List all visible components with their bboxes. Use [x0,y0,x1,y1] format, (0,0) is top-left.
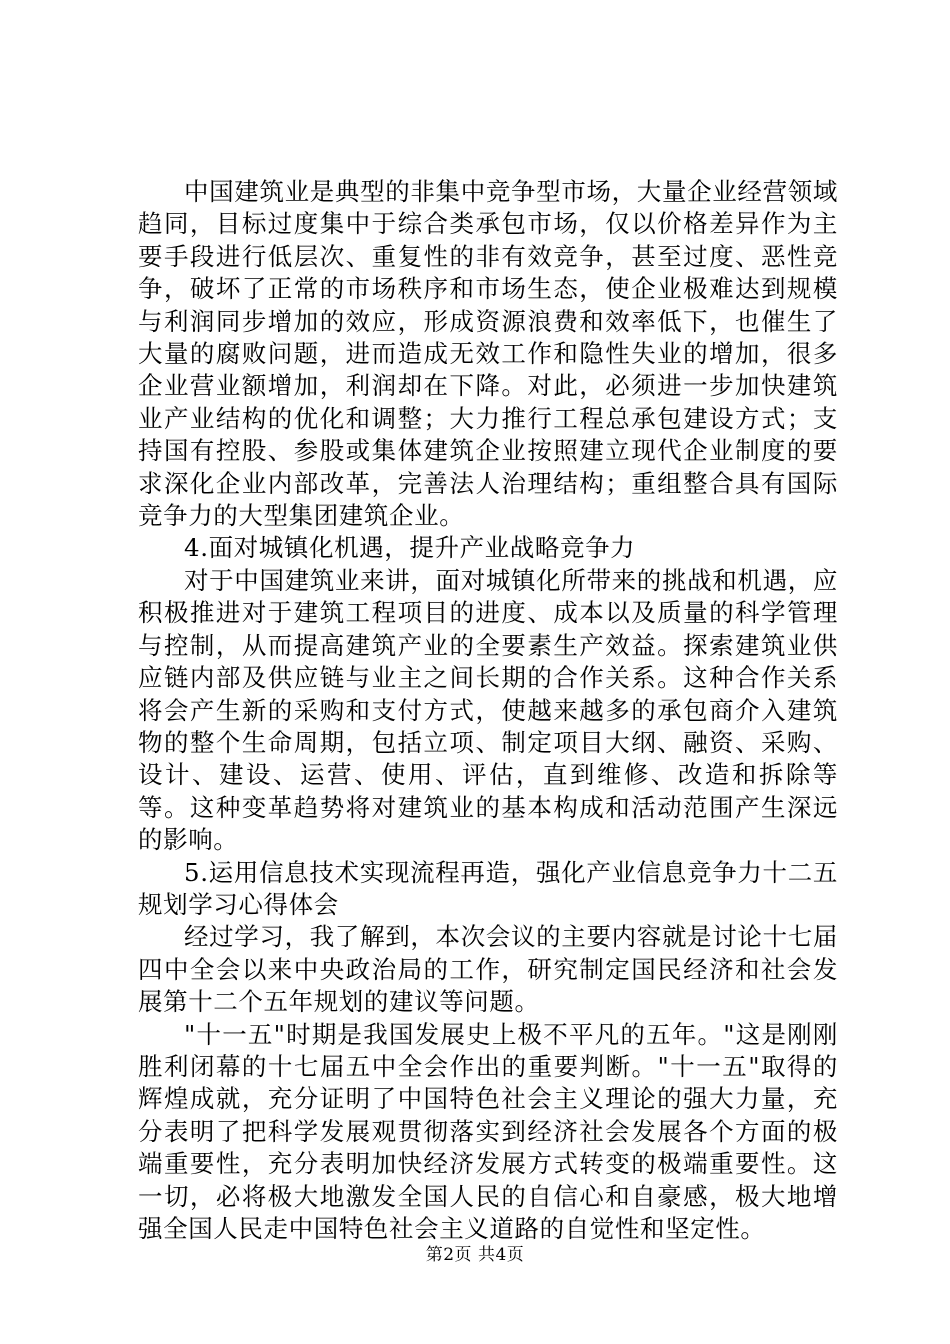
paragraph-urbanization: 对于中国建筑业来讲，面对城镇化所带来的挑战和机遇，应积极推进对于建筑工程项目的进度、成本以及质量的科学管理与控制，从而提高建筑产业的全要素生产效益。探索建筑业供应链内部及供应链与业主之间长期的合作关系。这种合作关系将会产生新的采购和支付方式，使越来越多的承包商介入建筑物的整个生命周期，包括立项、制定项目大纲、融资、采购、设计、建设、运营、使用、评估，直到维修、改造和拆除等等。这种变革趋势将对建筑业的基本构成和活动范围产生深远的影响。 [138,565,838,855]
paragraph-meeting-content: 经过学习，我了解到，本次会议的主要内容就是讨论十七届四中全会以来中央政治局的工作，研究制定国民经济和社会发展第十二个五年规划的建议等问题。 [138,922,838,1017]
paragraph-eleventh-five-year: "十一五"时期是我国发展史上极不平凡的五年。"这是刚刚胜利闭幕的十七届五中全会作出的重要判断。"十一五"取得的辉煌成就，充分证明了中国特色社会主义理论的强大力量，充分表明了把科学发展观贯彻落实到经济社会发展各个方面的极端重要性，充分表明加快经济发展方式转变的极端重要性。这一切，必将极大地激发全国人民的自信心和自豪感，极大地增强全国人民走中国特色社会主义道路的自觉性和坚定性。 [138,1019,838,1243]
page-number-footer: 第2页 共4页 [425,1245,525,1265]
heading-urbanization: 4.面对城镇化机遇，提升产业战略竞争力 [184,533,636,563]
document-body [138,176,838,1245]
paragraph-construction-competition: 中国建筑业是典型的非集中竞争型市场，大量企业经营领域趋同，目标过度集中于综合类承包市场，仅以价格差异作为主要手段进行低层次、重复性的非有效竞争，甚至过度、恶性竞争，破坏了正常的市场秩序和市场生态，使企业极难达到规模与利润同步增加的效应，形成资源浪费和效率低下，也催生了大量的腐败问题，进而造成无效工作和隐性失业的增加，很多企业营业额增加，利润却在下降。对此，必须进一步加快建筑业产业结构的优化和调整；大力推行工程总承包建设方式；支持国有控股、参股或集体建筑企业按照建立现代企业制度的要求深化企业内部改革，完善法人治理结构；重组整合具有国际竞争力的大型集团建筑企业。 [138,177,838,531]
heading-information-technology: 5.运用信息技术实现流程再造，强化产业信息竞争力十二五规划学习心得体会 [138,857,838,919]
